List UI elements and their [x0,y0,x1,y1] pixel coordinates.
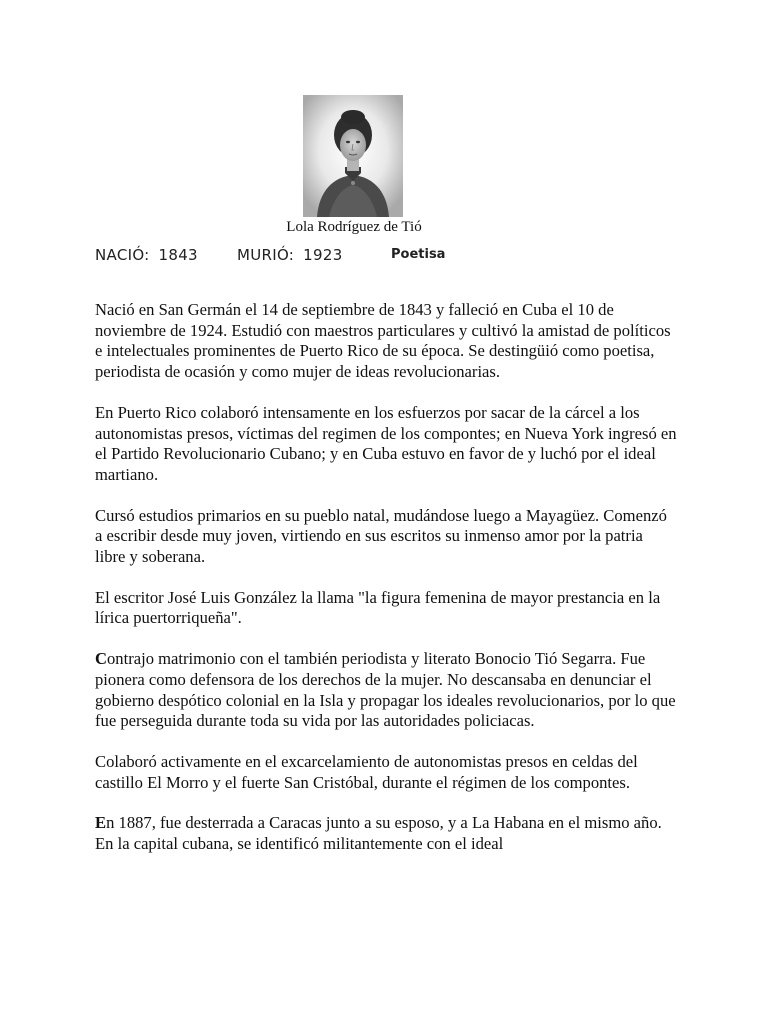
paragraph-text: El escritor José Luis González la llama "la figura femenina de mayor prestancia en la lírica puertorriqueña". [95,587,661,628]
birth-label: NACIÓ: [95,246,150,264]
portrait-image [303,95,403,217]
initial-letter: E [95,813,107,833]
portrait-caption: Lola Rodríguez de Tió [286,219,422,235]
paragraph [95,649,677,732]
paragraph-text: Colaboró activamente en el excarcelamiento de autonomistas presos en celdas del castillo El Morro y el fuerte San Cristóbal, durante el régimen de los compontes. [95,751,638,792]
paragraph-text: En Puerto Rico colaboró intensamente en los esfuerzos por sacar de la cárcel a los autonomistas presos, víctimas del regimen de los compontes; en Nueva York ingresó en el Partido Revolucionario Cubano; y en Cuba estuvo en favor de y luchó por el ideal martiano. [95,402,677,484]
death-year: 1923 [303,246,343,264]
death-info [237,246,343,264]
paragraph [95,403,677,486]
profession-label: Poetisa [391,247,446,262]
initial-letter: C [95,649,107,669]
paragraph-text: ontrajo matrimonio con el también periodista y literato Bonocio Tió Segarra. Fue pionera como defensora de los derechos de la mujer. No descansaba en denunciar el gobierno despótico colonial en la Isla y propagar los ideales revolucionarios, por lo que fue perseguida durante toda su vida por las autoridades policiacas. [95,649,676,731]
paragraph-text: Cursó estudios primarios en su pueblo natal, mudándose luego a Mayagüez. Comenzó a escribir desde muy joven, virtiendo en sus escritos su inmenso amor por la patria libre y soberana. [95,505,667,567]
paragraph-text: Nació en San Germán el 14 de septiembre de 1843 y falleció en Cuba el 10 de noviembre de 1924. Estudió con maestros particulares y cultivó la amistad de políticos e intelectuales prominentes de Puerto Rico de su época. Se destingüió como poetisa, periodista de ocasión y como mujer de ideas revolucionarias. [95,300,671,382]
paragraph [95,813,677,854]
birth-info [95,246,198,264]
paragraph [95,300,677,383]
biography-text [95,300,677,875]
paragraph [95,752,677,793]
birth-year: 1843 [158,246,198,264]
paragraph [95,588,677,629]
death-label: MURIÓ: [237,246,295,264]
paragraph [95,506,677,568]
paragraph-text: n 1887, fue desterrada a Caracas junto a su esposo, y a La Habana en el mismo año. En la capital cubana, se identificó militantemente con el ideal [95,813,662,854]
portrait-photo [303,95,403,217]
